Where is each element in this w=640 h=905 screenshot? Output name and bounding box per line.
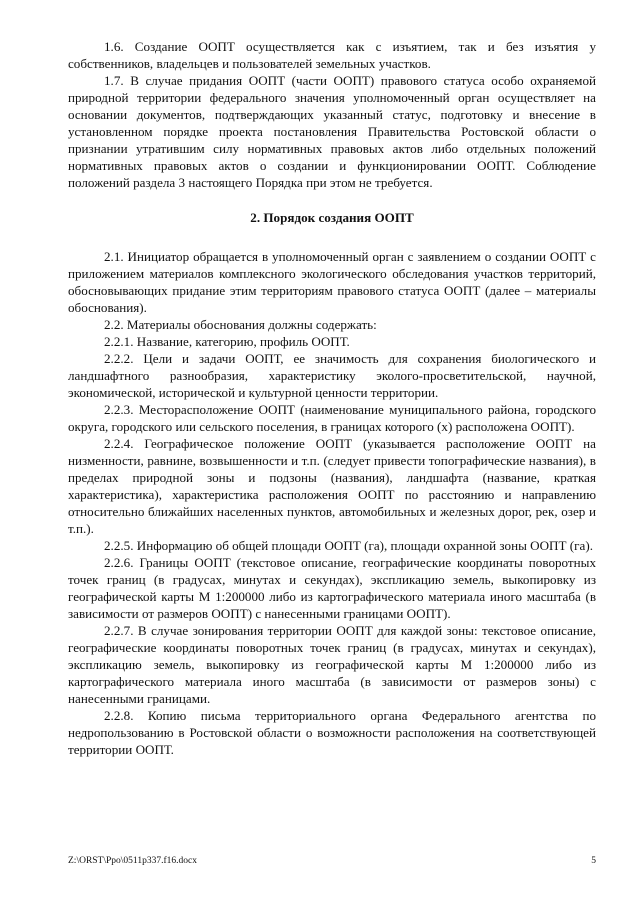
document-body (68, 38, 596, 758)
page-footer (68, 855, 596, 867)
paragraph-2-1: 2.1. Инициатор обращается в уполномоченный орган с заявлением о создании ООПТ с приложением материалов комплексного экологического обследования участков территорий, обосновывающих придание этим территориям правового статуса ООПТ (далее – материалы обоснования). (68, 249, 596, 315)
paragraph-2-2-8: 2.2.8. Копию письма территориального органа Федерального агентства по недропользованию в Ростовской области о возможности расположения на соответствующей территории ООПТ. (68, 708, 596, 757)
paragraph-2-2-3: 2.2.3. Месторасположение ООПТ (наименование муниципального района, городского округа, городского или сельского поселения, в границах которого (х) расположена ООПТ). (68, 402, 596, 434)
paragraph-1-6: 1.6. Создание ООПТ осуществляется как с изъятием, так и без изъятия у собственников, владельцев и пользователей земельных участков. (68, 39, 596, 71)
paragraph-2-2: 2.2. Материалы обоснования должны содержать: (104, 317, 377, 332)
footer-file-path: Z:\ORST\Ppo\0511p337.f16.docx (68, 856, 197, 866)
paragraph-2-2-2: 2.2.2. Цели и задачи ООПТ, ее значимость для сохранения биологического и ландшафтного разнообразия, характеристику эколого-просветительской, научной, экономической, исторической и культурной ценности территории. (68, 351, 596, 400)
paragraph-2-2-5: 2.2.5. Информацию об общей площади ООПТ (га), площади охранной зоны ООПТ (га). (104, 538, 593, 553)
paragraph-1-7: 1.7. В случае придания ООПТ (части ООПТ) правового статуса особо охраняемой природной территории федерального значения уполномоченный орган осуществляет на основании документов, подтверждающих указанный статус, подготовку и внесение в установленном порядке проекта постановления Правительства Ростовской области о признании утратившим силу нормативных правовых актов либо отдельных положений нормативных правовых актов о создании и функционировании ООПТ. Соблюдение положений раздела 3 настоящего Порядка при этом не требуется. (68, 73, 596, 190)
paragraph-2-2-1: 2.2.1. Название, категорию, профиль ООПТ. (104, 334, 350, 349)
paragraph-2-2-4: 2.2.4. Географическое положение ООПТ (указывается расположение ООПТ на низменности, равнине, возвышенности и т.п. (следует привести топографические названия), в пределах природной зоны и подзоны (названия), ландшафта (название, краткая характеристика), характеристика расположения ООПТ по расстоянию и направлению относительно ближайших населенных пунктов, автомобильных и железных дорог, рек, озер и т.п.). (68, 436, 596, 536)
paragraph-2-2-6: 2.2.6. Границы ООПТ (текстовое описание, географические координаты поворотных точек границ (в градусах, минутах и секундах), экспликацию земель, выкопировку из географической карты М 1:200000 либо из картографического материала иного масштаба (в зависимости от размеров ООПТ) с нанесенными границами ООПТ). (68, 555, 596, 621)
paragraph-2-2-7: 2.2.7. В случае зонирования территории ООПТ для каждой зоны: текстовое описание, географические координаты поворотных точек границ (в градусах, минутах и секундах), экспликацию земель, выкопировку из географической карты М 1:200000 либо из картографического материала иного масштаба (в зависимости от размеров зоны) с нанесенными границами. (68, 623, 596, 706)
section-heading: 2. Порядок создания ООПТ (250, 210, 414, 225)
footer-page-number: 5 (591, 856, 596, 866)
